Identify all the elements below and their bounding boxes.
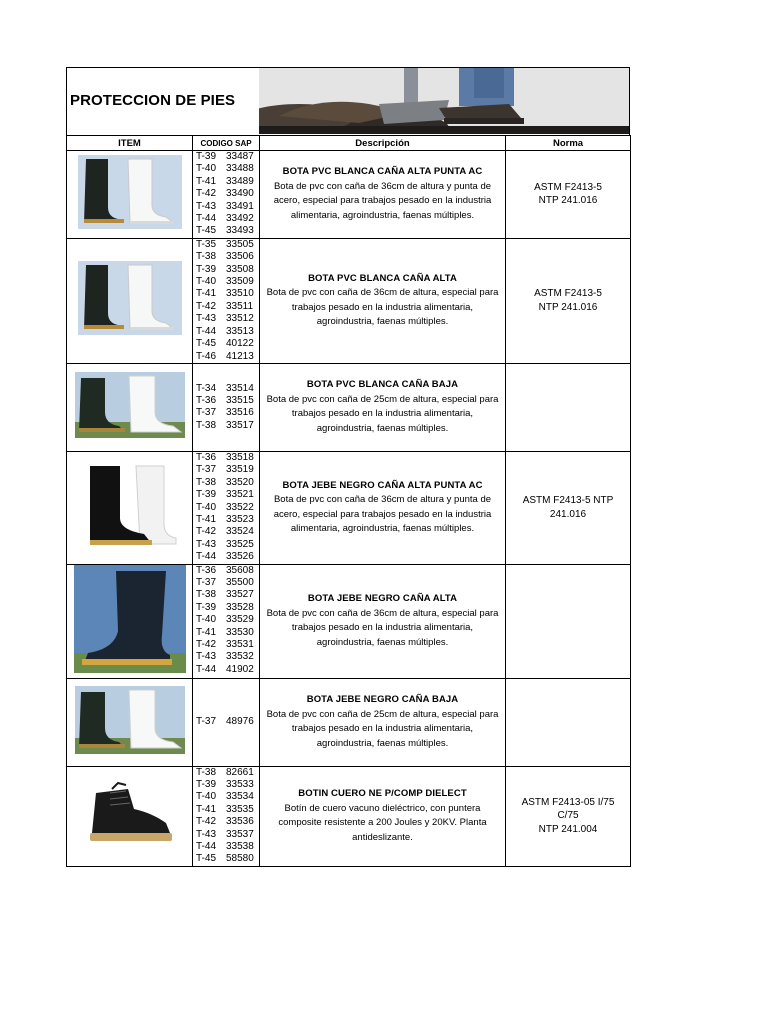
description-cell <box>260 451 506 564</box>
code-line: T-40 33522 <box>196 501 254 513</box>
product-description: Bota de pvc con caña de 25cm de altura, especial para trabajos pesado en la industria alimentaria, agroindustria, faenas múltiples. <box>266 708 499 749</box>
col-norma: Norma <box>506 136 631 151</box>
sheet-header <box>66 67 630 135</box>
code-line: T-36 33515 <box>196 395 254 406</box>
code-line: T-41 33510 <box>196 288 254 300</box>
norma-line: 241.016 <box>549 508 587 520</box>
product-name: BOTA JEBE NEGRO CAÑA BAJA <box>306 694 459 706</box>
norma-line: NTP 241.016 <box>538 195 598 207</box>
product-name: BOTA PVC BLANCA CAÑA ALTA <box>308 272 457 284</box>
product-description: Botín de cuero vacuno dieléctrico, con puntera composite resistente a 200 Joules y 20KV. Planta antideslizante. <box>278 802 487 843</box>
table-header-row <box>67 136 631 151</box>
norma-cell <box>506 766 631 866</box>
norma-line: NTP 241.004 <box>538 823 598 835</box>
code-line: T-43 33512 <box>196 313 254 325</box>
leather-boot-photo <box>82 779 178 849</box>
norma-line: ASTM F2413-5 <box>534 181 602 193</box>
code-line: T-40 33534 <box>196 791 254 803</box>
code-line: T-45 33493 <box>196 225 254 237</box>
code-line: T-43 33537 <box>196 828 254 840</box>
product-description: Bota de pvc con caña de 25cm de altura, especial para trabajos pesado en la industria alimentaria, agroindustria, faenas múltiples. <box>266 393 499 434</box>
code-line: T-39 33528 <box>196 601 254 613</box>
product-name: BOTA JEBE NEGRO CAÑA ALTA <box>307 593 458 605</box>
product-image <box>67 678 193 766</box>
product-name: BOTA JEBE NEGRO CAÑA ALTA PUNTA AC <box>282 479 483 491</box>
code-line: T-42 33490 <box>196 188 254 200</box>
code-line: T-37 35500 <box>196 576 254 588</box>
table-row <box>67 678 631 766</box>
code-line: T-44 41902 <box>196 663 254 675</box>
code-line: T-42 33511 <box>196 300 254 312</box>
product-image <box>67 363 193 451</box>
code-line: T-39 33508 <box>196 263 254 275</box>
norma-cell <box>506 451 631 564</box>
code-line: T-42 33536 <box>196 816 254 828</box>
norma-line: ASTM F2413-5 NTP <box>522 495 614 507</box>
code-line: T-40 33529 <box>196 614 254 626</box>
product-table <box>66 135 631 867</box>
table-row <box>67 238 631 363</box>
product-description: Bota de pvc con caña de 36cm de altura y punta de acero, especial para trabajos pesado en la industria alimentaria, agroindustria, faenas múltiples. <box>273 494 492 535</box>
product-description: Bota de pvc con caña de 36cm de altura, especial para trabajos pesado en la industria alimentaria, agroindustria, faenas múltiples. <box>266 287 499 328</box>
description-cell <box>260 363 506 451</box>
table-row <box>67 151 631 239</box>
codes-cell <box>193 678 260 766</box>
code-line: T-39 33533 <box>196 778 254 790</box>
code-line: T-38 33520 <box>196 476 254 488</box>
code-line: T-34 33514 <box>196 382 254 394</box>
code-line: T-38 82661 <box>196 766 254 778</box>
norma-line: ASTM F2413-5 <box>534 288 602 300</box>
boots-low-photo <box>75 372 185 438</box>
page-title: PROTECCION DE PIES <box>70 92 236 109</box>
code-line: T-40 33509 <box>196 276 254 288</box>
codes-cell <box>193 151 260 239</box>
product-image <box>67 766 193 866</box>
code-line: T-44 33526 <box>196 551 254 563</box>
boots-pvc-photo <box>78 261 182 335</box>
code-line: T-45 40122 <box>196 338 254 350</box>
norma-cell <box>506 238 631 363</box>
product-image <box>67 451 193 564</box>
product-name: BOTA PVC BLANCA CAÑA ALTA PUNTA AC <box>282 166 483 178</box>
code-line: T-44 33538 <box>196 841 254 852</box>
norma-cell <box>506 363 631 451</box>
codes-cell <box>193 451 260 564</box>
boots-pvc-photo <box>78 155 182 229</box>
description-cell <box>260 766 506 866</box>
norma-line: ASTM F2413-05 I/75 <box>521 796 615 808</box>
code-line: T-38 33506 <box>196 251 254 263</box>
code-line: T-46 41213 <box>196 350 254 362</box>
codes-cell <box>193 238 260 363</box>
code-line: T-40 33488 <box>196 163 254 175</box>
norma-line: C/75 <box>557 810 579 822</box>
code-line: T-35 33505 <box>196 238 254 250</box>
product-description: Bota de pvc con caña de 36cm de altura y punta de acero, especial para trabajos pesado en la industria alimentaria, agroindustria, faenas múltiples. <box>273 180 492 221</box>
product-image <box>67 151 193 239</box>
norma-cell <box>506 678 631 766</box>
product-image <box>67 564 193 678</box>
code-line: T-43 33532 <box>196 651 254 663</box>
code-line: T-38 33517 <box>196 419 254 431</box>
code-line: T-39 33521 <box>196 489 254 501</box>
product-image <box>67 238 193 363</box>
product-sheet <box>66 67 630 867</box>
code-line: T-37 33516 <box>196 407 254 419</box>
code-line: T-37 48976 <box>196 715 254 727</box>
header-photo <box>259 68 629 134</box>
norma-line: NTP 241.016 <box>538 301 598 313</box>
code-line: T-36 33518 <box>196 451 254 463</box>
boot-black-tall-photo <box>74 565 186 673</box>
col-codigo: CODIGO SAP <box>193 136 260 151</box>
product-description: Bota de pvc con caña de 36cm de altura, especial para trabajos pesado en la industria alimentaria, agroindustria, faenas múltiples. <box>266 607 499 648</box>
code-line: T-41 33535 <box>196 803 254 815</box>
description-cell <box>260 238 506 363</box>
code-line: T-41 33523 <box>196 513 254 525</box>
table-row <box>67 564 631 678</box>
code-line: T-41 33489 <box>196 175 254 187</box>
code-line: T-37 33519 <box>196 464 254 476</box>
norma-cell <box>506 151 631 239</box>
table-row <box>67 451 631 564</box>
code-line: T-39 33487 <box>196 151 254 162</box>
code-line: T-45 58580 <box>196 853 254 865</box>
table-row <box>67 363 631 451</box>
col-descripcion: Descripción <box>260 136 506 151</box>
code-line: T-36 35608 <box>196 564 254 576</box>
code-line: T-38 33527 <box>196 589 254 601</box>
col-item: ITEM <box>67 136 193 151</box>
codes-cell <box>193 363 260 451</box>
code-line: T-42 33524 <box>196 526 254 538</box>
product-name: BOTA PVC BLANCA CAÑA BAJA <box>306 379 459 391</box>
code-line: T-41 33530 <box>196 626 254 638</box>
description-cell <box>260 678 506 766</box>
description-cell <box>260 564 506 678</box>
description-cell <box>260 151 506 239</box>
boots-low-photo <box>75 686 185 754</box>
table-row <box>67 766 631 866</box>
codes-cell <box>193 766 260 866</box>
code-line: T-44 33513 <box>196 325 254 337</box>
code-line: T-43 33525 <box>196 538 254 550</box>
code-line: T-44 33492 <box>196 213 254 225</box>
code-line: T-42 33531 <box>196 639 254 650</box>
norma-cell <box>506 564 631 678</box>
product-name: BOTIN CUERO NE P/COMP DIELECT <box>298 788 467 800</box>
code-line: T-43 33491 <box>196 200 254 212</box>
codes-cell <box>193 564 260 678</box>
boots-black-photo <box>80 460 180 550</box>
